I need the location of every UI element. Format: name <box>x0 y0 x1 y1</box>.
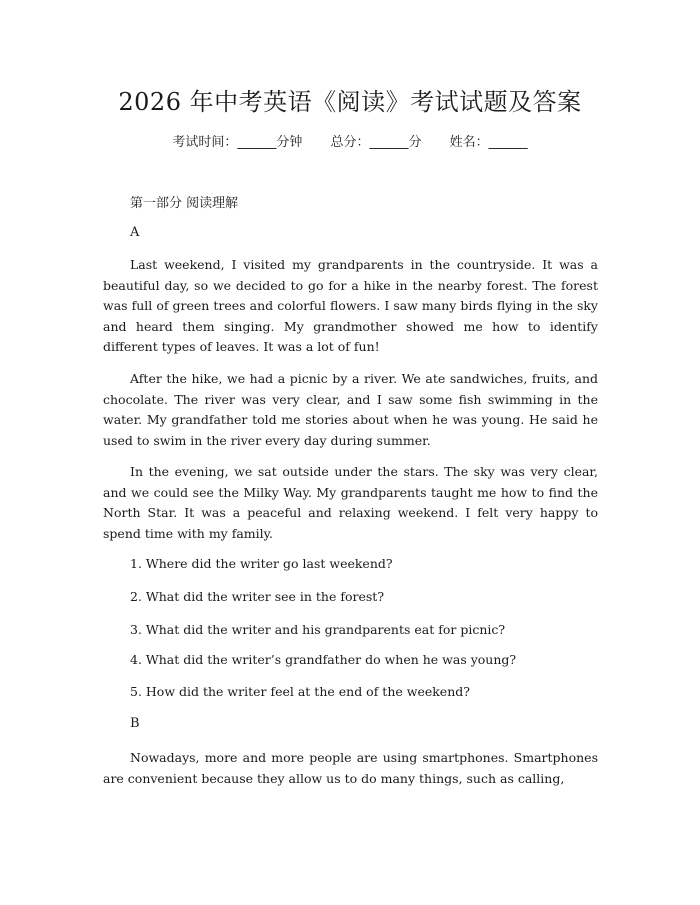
passage-b-label: B <box>130 716 140 731</box>
question-4: 4. What did the writer’s grandfather do when he was young? <box>130 652 517 667</box>
question-1: 1. Where did the writer go last weekend? <box>130 556 393 571</box>
student-name-field: 姓名：______ <box>449 135 528 150</box>
section-heading: 第一部分 阅读理解 <box>130 196 239 211</box>
passage-a-paragraph-3: In the evening, we sat outside under the stars. The sky was very clear, and we could see the Milky Way. My grandparents taught me how to find the North Star. It was a peaceful and relaxing weekend. I felt very happy to spend time with my family. <box>103 464 598 541</box>
passage-a-label: A <box>130 225 140 240</box>
question-3: 3. What did the writer and his grandparents eat for picnic? <box>130 622 506 637</box>
total-score-field: 总分：______分 <box>330 135 422 150</box>
passage-a-paragraph-1: Last weekend, I visited my grandparents in the countryside. It was a beautiful day, so we decided to go for a hike in the nearby forest. The forest was full of green trees and colorful flowers. I saw many birds flying in the sky and heard them singing. My grandmother showed me how to identify different types of leaves. It was a lot of fun! <box>103 257 598 354</box>
passage-a-paragraph-2: After the hike, we had a picnic by a river. We ate sandwiches, fruits, and chocolate. The river was very clear, and I saw some fish swimming in the water. My grandfather told me stories about when he was young. He said he used to swim in the river every day during summer. <box>103 371 598 448</box>
exam-meta <box>0 131 700 150</box>
exam-time-field: 考试时间：______分钟 <box>172 135 303 150</box>
question-2: 2. What did the writer see in the forest? <box>130 589 385 604</box>
passage-b-paragraph-1: Nowadays, more and more people are using smartphones. Smartphones are convenient because they allow us to do many things, such as calling, <box>103 750 598 786</box>
exam-title: 2026 年中考英语《阅读》考试试题及答案 <box>118 88 582 116</box>
question-5: 5. How did the writer feel at the end of the weekend? <box>130 684 470 699</box>
